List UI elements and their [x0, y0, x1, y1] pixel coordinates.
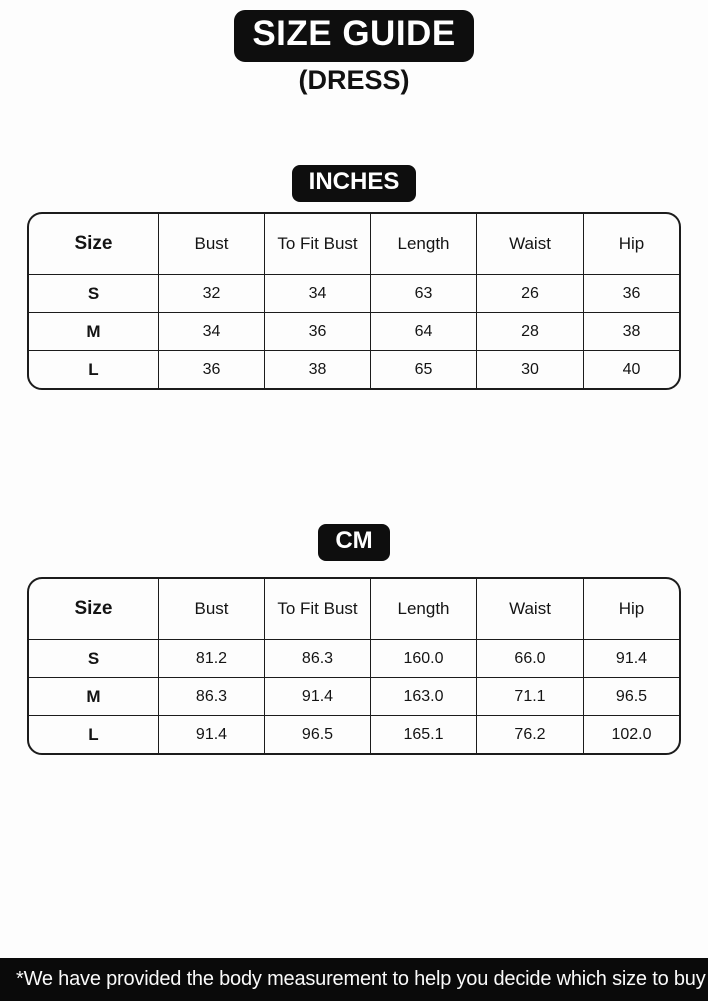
column-header: Length — [371, 214, 477, 275]
value-cell: 91.4 — [159, 716, 265, 753]
value-cell: 91.4 — [265, 678, 371, 716]
table-row — [29, 313, 679, 351]
page-title: SIZE GUIDE — [252, 14, 456, 53]
value-cell: 26 — [477, 275, 584, 313]
size-cell: S — [29, 640, 159, 678]
value-cell: 63 — [371, 275, 477, 313]
column-header: Hip — [584, 214, 679, 275]
value-cell: 36 — [265, 313, 371, 351]
column-header: Size — [29, 214, 159, 275]
footer-note: *We have provided the body measurement to help you decide which size to buy — [16, 968, 706, 990]
column-header: To Fit Bust — [265, 214, 371, 275]
value-cell: 38 — [584, 313, 679, 351]
size-cell: L — [29, 351, 159, 388]
size-table-inches — [27, 212, 681, 390]
value-cell: 76.2 — [477, 716, 584, 753]
size-table-cm — [27, 577, 681, 755]
value-cell: 160.0 — [371, 640, 477, 678]
value-cell: 86.3 — [265, 640, 371, 678]
value-cell: 65 — [371, 351, 477, 388]
table-row — [29, 640, 679, 678]
column-header: Hip — [584, 579, 679, 640]
value-cell: 71.1 — [477, 678, 584, 716]
value-cell: 64 — [371, 313, 477, 351]
header — [0, 0, 708, 96]
value-cell: 34 — [265, 275, 371, 313]
value-cell: 102.0 — [611, 725, 652, 743]
column-header: Size — [29, 579, 159, 640]
value-cell: 36 — [159, 351, 265, 388]
value-cell: 96.5 — [265, 716, 371, 753]
value-cell: 91.4 — [584, 640, 679, 678]
value-cell: 32 — [159, 275, 265, 313]
cm-unit-label: CM — [335, 527, 373, 554]
table-header-row — [29, 214, 679, 275]
value-cell: 38 — [265, 351, 371, 388]
column-header: To Fit Bust — [265, 579, 371, 640]
inches-unit-badge — [292, 165, 417, 202]
value-cell: 66.0 — [477, 640, 584, 678]
column-header: Bust — [159, 579, 265, 640]
column-header: Length — [371, 579, 477, 640]
value-cell: 40 — [622, 360, 641, 378]
size-cell: S — [29, 275, 159, 313]
value-cell: 36 — [584, 275, 679, 313]
inches-section — [0, 165, 708, 390]
table-row — [29, 275, 679, 313]
inches-unit-label: INCHES — [308, 168, 400, 195]
value-cell: 96.5 — [584, 678, 679, 716]
size-cell: L — [29, 716, 159, 753]
value-cell: 28 — [477, 313, 584, 351]
size-cell: M — [29, 678, 159, 716]
table-row — [29, 678, 679, 716]
value-cell: 165.1 — [371, 716, 477, 753]
table-header-row — [29, 579, 679, 640]
cm-unit-badge — [318, 524, 389, 561]
value-cell: 163.0 — [371, 678, 477, 716]
page-subtitle: (DRESS) — [298, 65, 410, 95]
column-header: Waist — [477, 214, 584, 275]
column-header: Bust — [159, 214, 265, 275]
size-cell: M — [29, 313, 159, 351]
column-header: Waist — [477, 579, 584, 640]
table-row — [29, 716, 679, 753]
page-title-badge — [234, 10, 473, 62]
value-cell: 81.2 — [159, 640, 265, 678]
value-cell: 86.3 — [159, 678, 265, 716]
value-cell: 30 — [477, 351, 584, 388]
value-cell: 34 — [159, 313, 265, 351]
table-row — [29, 351, 679, 388]
footer-note-bar — [0, 958, 708, 1001]
cm-section — [0, 524, 708, 755]
